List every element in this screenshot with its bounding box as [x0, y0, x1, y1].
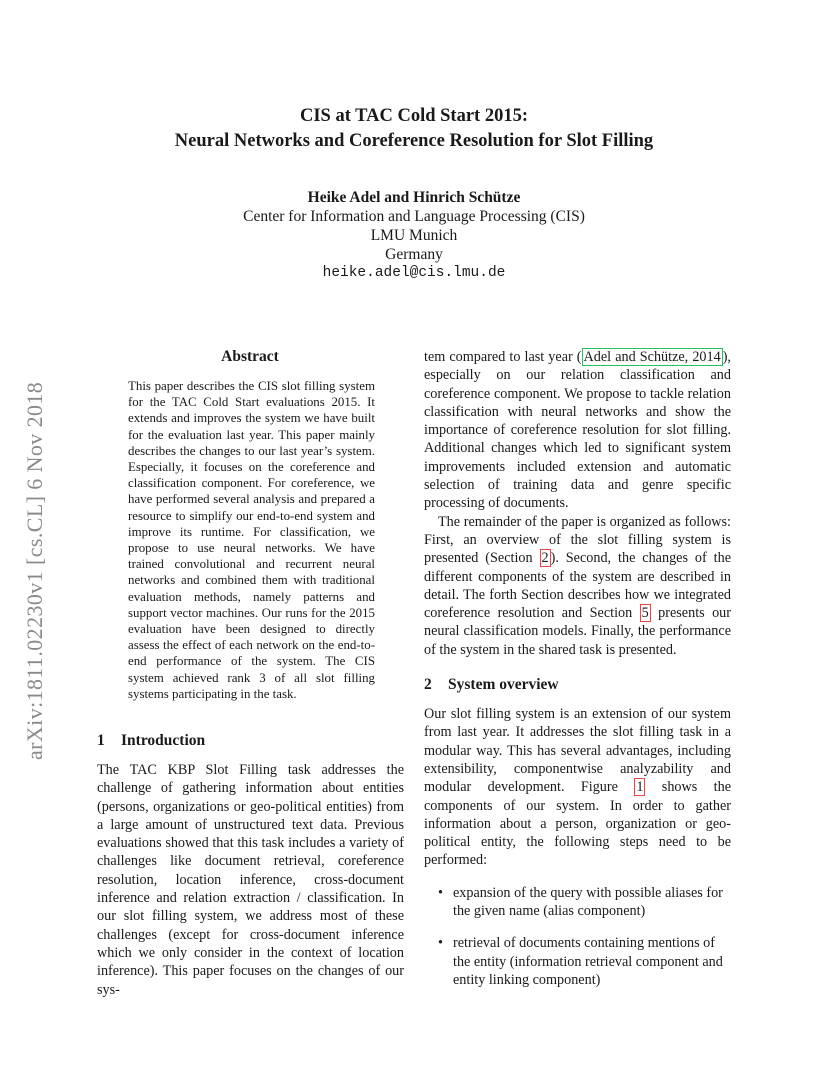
citation-link[interactable]: Adel and Schütze, 2014: [583, 349, 721, 365]
affiliation-2: LMU Munich: [370, 227, 458, 244]
abstract-text: This paper describes the CIS slot filling system for the TAC Cold Start evaluations 2015. It extends and improves the system we have built for the evaluation last year. This paper mainly describes the changes to our last year’s system. Especially, it focuses on the coreference and classification component. For coreference, we have performed several analysis and prepared a resource to simplify our end-to-end system and improve its runtime. For classification, we propose to use neural networks. We have trained convolutional and recurrent neural networks and combined them with traditional evaluation methods, namely patterns and support vector machines. Our runs for the 2015 evaluation have been designed to directly assess the effect of each network on the end-to-end performance of the system. The CIS system achieved rank 3 of all slot filling systems participating in the task.: [128, 379, 375, 701]
list-item-text: retrieval of documents containing mentions of the entity (information retrieval component and entity linking component): [453, 935, 723, 988]
left-column: [97, 731, 404, 999]
abstract-heading: Abstract: [221, 348, 279, 365]
list-item: [424, 934, 731, 989]
overview-text-1: Our slot filling system is an extension of our system from last year. It addresses the slot filling task in a modular way. This has several advantages, including extensibility, componentwise analyzability and modular development. Figure: [424, 706, 731, 796]
author-names: Heike Adel and Hinrich Schütze: [307, 189, 521, 206]
arxiv-stamp: arXiv:1811.02230v1 [cs.CL] 6 Nov 2018: [22, 381, 47, 760]
abstract-body: [128, 378, 375, 702]
intro-paragraph: The TAC KBP Slot Filling task addresses the challenge of gathering information about entities (persons, organizations or geo-political entities) from a large amount of unstructured text data. Previous evaluations showed that this task includes a variety of challenges like document retrieval, coreference resolution, location inference, cross-document inference and relation extraction / classification. In our slot filling system, we address most of these challenges (except for cross-document inference which we only consider in the context of location inference). This paper focuses on the changes of our sys-: [97, 762, 404, 998]
right-column: [424, 348, 731, 989]
section-1-heading: [97, 731, 404, 751]
section-2-number: 2: [424, 676, 432, 694]
author-email[interactable]: heike.adel@cis.lmu.de: [322, 265, 506, 281]
bullet-icon: •: [438, 935, 443, 952]
list-item-text: expansion of the query with possible aliases for the given name (alias component): [453, 884, 723, 920]
title-line-1: CIS at TAC Cold Start 2015:: [299, 106, 528, 126]
section-1-number: 1: [97, 732, 105, 749]
paper-title: [0, 104, 828, 154]
outline-text-2: ). Second, the changes of the different components of the system are described in detail. The forth Section describes how we integrated coreference resolution and Section: [424, 550, 731, 622]
intro-cont-text-1: tem compared to last year (: [424, 349, 582, 365]
intro-continuation: [424, 348, 731, 513]
figure-1-ref-link[interactable]: 1: [636, 779, 644, 796]
title-line-2: Neural Networks and Coreference Resolution for Slot Filling: [174, 131, 654, 151]
bullet-icon: •: [438, 884, 443, 901]
list-item: [424, 884, 731, 921]
section-5-ref-link[interactable]: 5: [641, 605, 649, 622]
outline-paragraph: [424, 513, 731, 659]
overview-paragraph: [424, 705, 731, 870]
section-2-ref-link[interactable]: 2: [541, 550, 549, 567]
outline-text-3: presents our neural classification models. Finally, the performance of the system in the shared task is presented.: [424, 605, 731, 658]
section-2-heading: [424, 675, 731, 695]
affiliation-1: Center for Information and Language Processing (CIS): [243, 208, 585, 225]
section-1-title: Introduction: [121, 732, 206, 749]
country: Germany: [385, 246, 443, 263]
steps-list: [424, 884, 731, 989]
overview-text-2: shows the components of our system. In order to gather information about a person, organization or geo-political entity, the following steps need to be performed:: [424, 779, 731, 869]
intro-cont-text-2: ), especially on our relation classification and coreference component. We propose to tackle relation classification with neural networks and show the importance of coreference resolution for slot filling. Additional changes which led to significant system improvements included extension and automatic selection of training data and genre specific processing of documents.: [424, 349, 731, 512]
author-block: [0, 188, 828, 283]
outline-text-1: The remainder of the paper is organized as follows: First, an overview of the slot filling system is presented (Section: [424, 513, 731, 567]
section-2-title: System overview: [448, 676, 559, 694]
